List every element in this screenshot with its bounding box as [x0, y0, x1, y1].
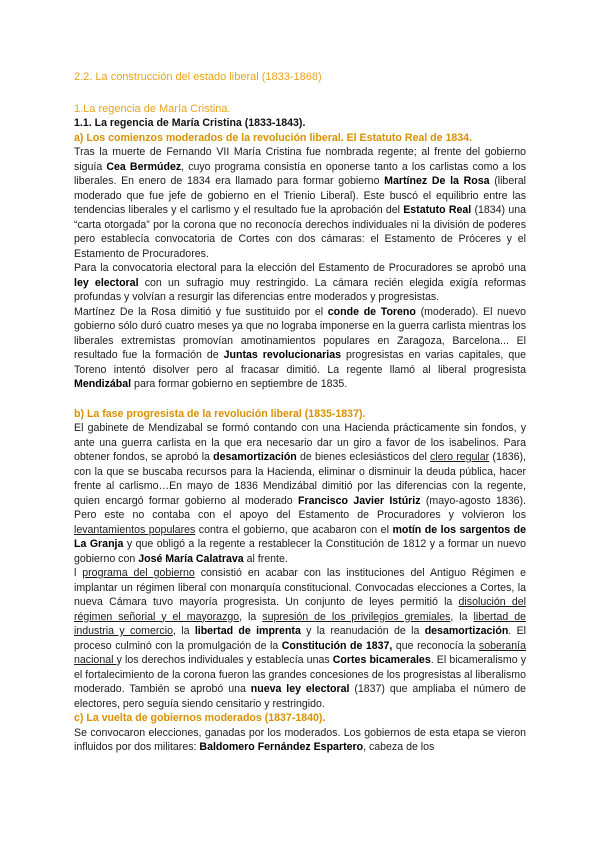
bold-term: conde de Toreno	[327, 305, 416, 318]
underlined-term: levantamientos populares	[74, 523, 196, 536]
text-run: , la	[172, 625, 195, 637]
underlined-term: soberanía nacional	[74, 639, 527, 666]
underlined-term: libertad de industria y comercio	[74, 610, 526, 637]
text-run: , cabeza de los	[363, 741, 435, 753]
text-run: (mayo-agosto 1836). Pero este no contaba con el apoyo del Estamento de Procuradores y volvieron los	[74, 494, 526, 521]
bold-term: desamortización	[424, 625, 509, 637]
subtitle: 1.La regencia de María Cristina.	[74, 102, 231, 115]
bold-term: José María Calatrava	[138, 552, 244, 565]
text-run: (1837) que ampliaba el número de electores, pero seguía siendo censitario y restringido.	[74, 683, 526, 710]
bold-term: Francisco Javier Istúriz	[297, 494, 421, 507]
section-c-paragraph	[74, 726, 526, 755]
bold-term: Constitución de 1837,	[281, 639, 393, 652]
bold-term: Cortes bicamerales	[332, 654, 431, 666]
section-b-paragraph	[74, 421, 526, 566]
underlined-term: disolución del régimen señorial y el mayorazgo	[74, 596, 526, 623]
section-c-title: c) La vuelta de gobiernos moderados (1837-1840).	[74, 712, 326, 724]
bold-term: ley electoral	[74, 276, 139, 289]
text-run: . El bicameralismo y el fortalecimiento de la corona fueron las grandes concesiones de los progresistas al liberalismo moderado. También se aprobó una	[74, 654, 527, 695]
section-b-paragraph	[74, 566, 526, 711]
text-run: Se convocaron elecciones, ganadas por los moderados. Los gobiernos de esta etapa se vieron influidos por dos militares:	[74, 726, 526, 753]
bold-term: Juntas revolucionarias	[223, 349, 342, 361]
section-a-paragraph	[74, 261, 526, 305]
text-run: , la	[239, 610, 263, 623]
bold-term: Cea Bermúdez	[106, 160, 182, 173]
text-run: Tras la muerte de Fernando VII María Cristina fue nombrada regente; al frente del gobierno siguía	[74, 146, 526, 173]
section-a-paragraph	[74, 145, 526, 261]
bold-term: nueva ley electoral	[250, 683, 350, 695]
text-run: Martínez De la Rosa dimitió y fue sustituido por el	[74, 305, 328, 318]
bold-term: desamortización	[213, 451, 297, 463]
text-run: El gabinete de Mendizabal se formó contando con una Hacienda prácticamente sin fondos, y ante una guerra carlista en la que era necesario dar un giro a favor de los isabelinos. Para obtener fondos, se aprobó la	[74, 422, 526, 463]
bold-term: motín de los sargentos de La Granja	[74, 523, 526, 550]
spacer	[74, 392, 526, 407]
text-run: de bienes eclesiásticos del	[296, 451, 431, 463]
text-run: l	[74, 567, 83, 579]
bold-term: Baldomero Fernández Espartero	[199, 741, 364, 753]
text-run: y la reanudación de la	[300, 625, 425, 637]
text-run: progresistas en varias capitales, que Toreno intentó disolver pero al fracasar dimitió. La regente llamó al liberal progresista	[74, 349, 526, 376]
text-run: (1834) una “carta otorgada” por la corona que no reconocía derechos individuales ni la división de poderes pero establecía convocatoria de Cortes con dos cámaras: el Estamento de Próceres y el Estamento de Procuradores.	[74, 204, 526, 260]
text-run: (liberal moderado que fue jefe de gobierno en el Trienio Liberal). Este buscó el equilibrio entre las tendencias liberales y el carlismo y el resultado fue la aprobación del	[74, 175, 526, 216]
underlined-term: supresión de los privilegios gremiales	[262, 610, 451, 623]
underlined-term: programa del gobierno	[82, 567, 195, 579]
text-run: Para la convocatoria electoral para la elección del Estamento de Procuradores se aprobó una	[74, 262, 526, 274]
text-run: consistió en acabar con las instituciones del Antiguo Régimen e implantar un régimen liberal con monarquía constitucional. Convocadas elecciones a Cortes, la nueva Cámara tuvo mayoría progresista. Un conjunto de leyes permitió la	[74, 567, 526, 608]
text-run: , cuyo programa consistía en oponerse tanto a los carlistas como a los liberales. En enero de 1834 era llamado para formar gobierno	[74, 160, 526, 187]
text-run: , la	[450, 610, 474, 623]
section-a-paragraph	[74, 305, 526, 392]
section-b-title: b) La fase progresista de la revolución liberal (1835-1837).	[74, 407, 366, 420]
section-a-title: a) Los comienzos moderados de la revolución liberal. El Estatuto Real de 1834.	[74, 131, 472, 144]
text-run: para formar gobierno en septiembre de 1835.	[131, 378, 348, 390]
text-run: al frente.	[243, 552, 288, 565]
subheading: 1.1. La regencia de María Cristina (1833-1843).	[74, 117, 306, 129]
chapter-title: 2.2. La construcción del estado liberal (1833-1868)	[74, 71, 322, 83]
bold-term: Martínez De la Rosa	[384, 175, 490, 187]
text-run: contra el gobierno, que acabaron con el	[195, 523, 393, 536]
text-run: y que obligó a la regente a restablecer la Constitución de 1812 y a formar un nuevo gobierno con	[74, 538, 526, 565]
text-run: que reconocía la	[392, 639, 479, 652]
text-run: con un sufragio muy restringido. La cámara recién elegida exigía reformas profundas y volvían a resurgir las diferencias entre moderados y progresistas.	[74, 276, 526, 303]
underlined-term: clero regular	[430, 451, 490, 463]
bold-term: Estatuto Real	[403, 204, 472, 216]
document-body	[74, 70, 526, 755]
text-run: y los derechos individuales y establecía unas	[116, 654, 333, 666]
text-run: . El proceso culminó con la promulgación de la	[74, 625, 526, 652]
text-run: (1836), con la que se buscaba recursos para la Hacienda, eliminar o disminuir la deuda pública, hacer frente al carlismo…En mayo de 1836 Mendizábal dimitió por las diferencias con la regente, quien encargó formar gobierno al moderado	[74, 451, 526, 507]
bold-term: Mendizábal	[74, 378, 132, 390]
bold-term: libertad de imprenta	[194, 625, 301, 637]
text-run: (moderado). El nuevo gobierno sólo duró cuatro meses ya que no lograba imponerse en la guerra carlista mientras los liberales extremistas promovían amotinamientos populares en Zaragoza, Barcelona... El resultado fue la formación de	[74, 305, 526, 361]
